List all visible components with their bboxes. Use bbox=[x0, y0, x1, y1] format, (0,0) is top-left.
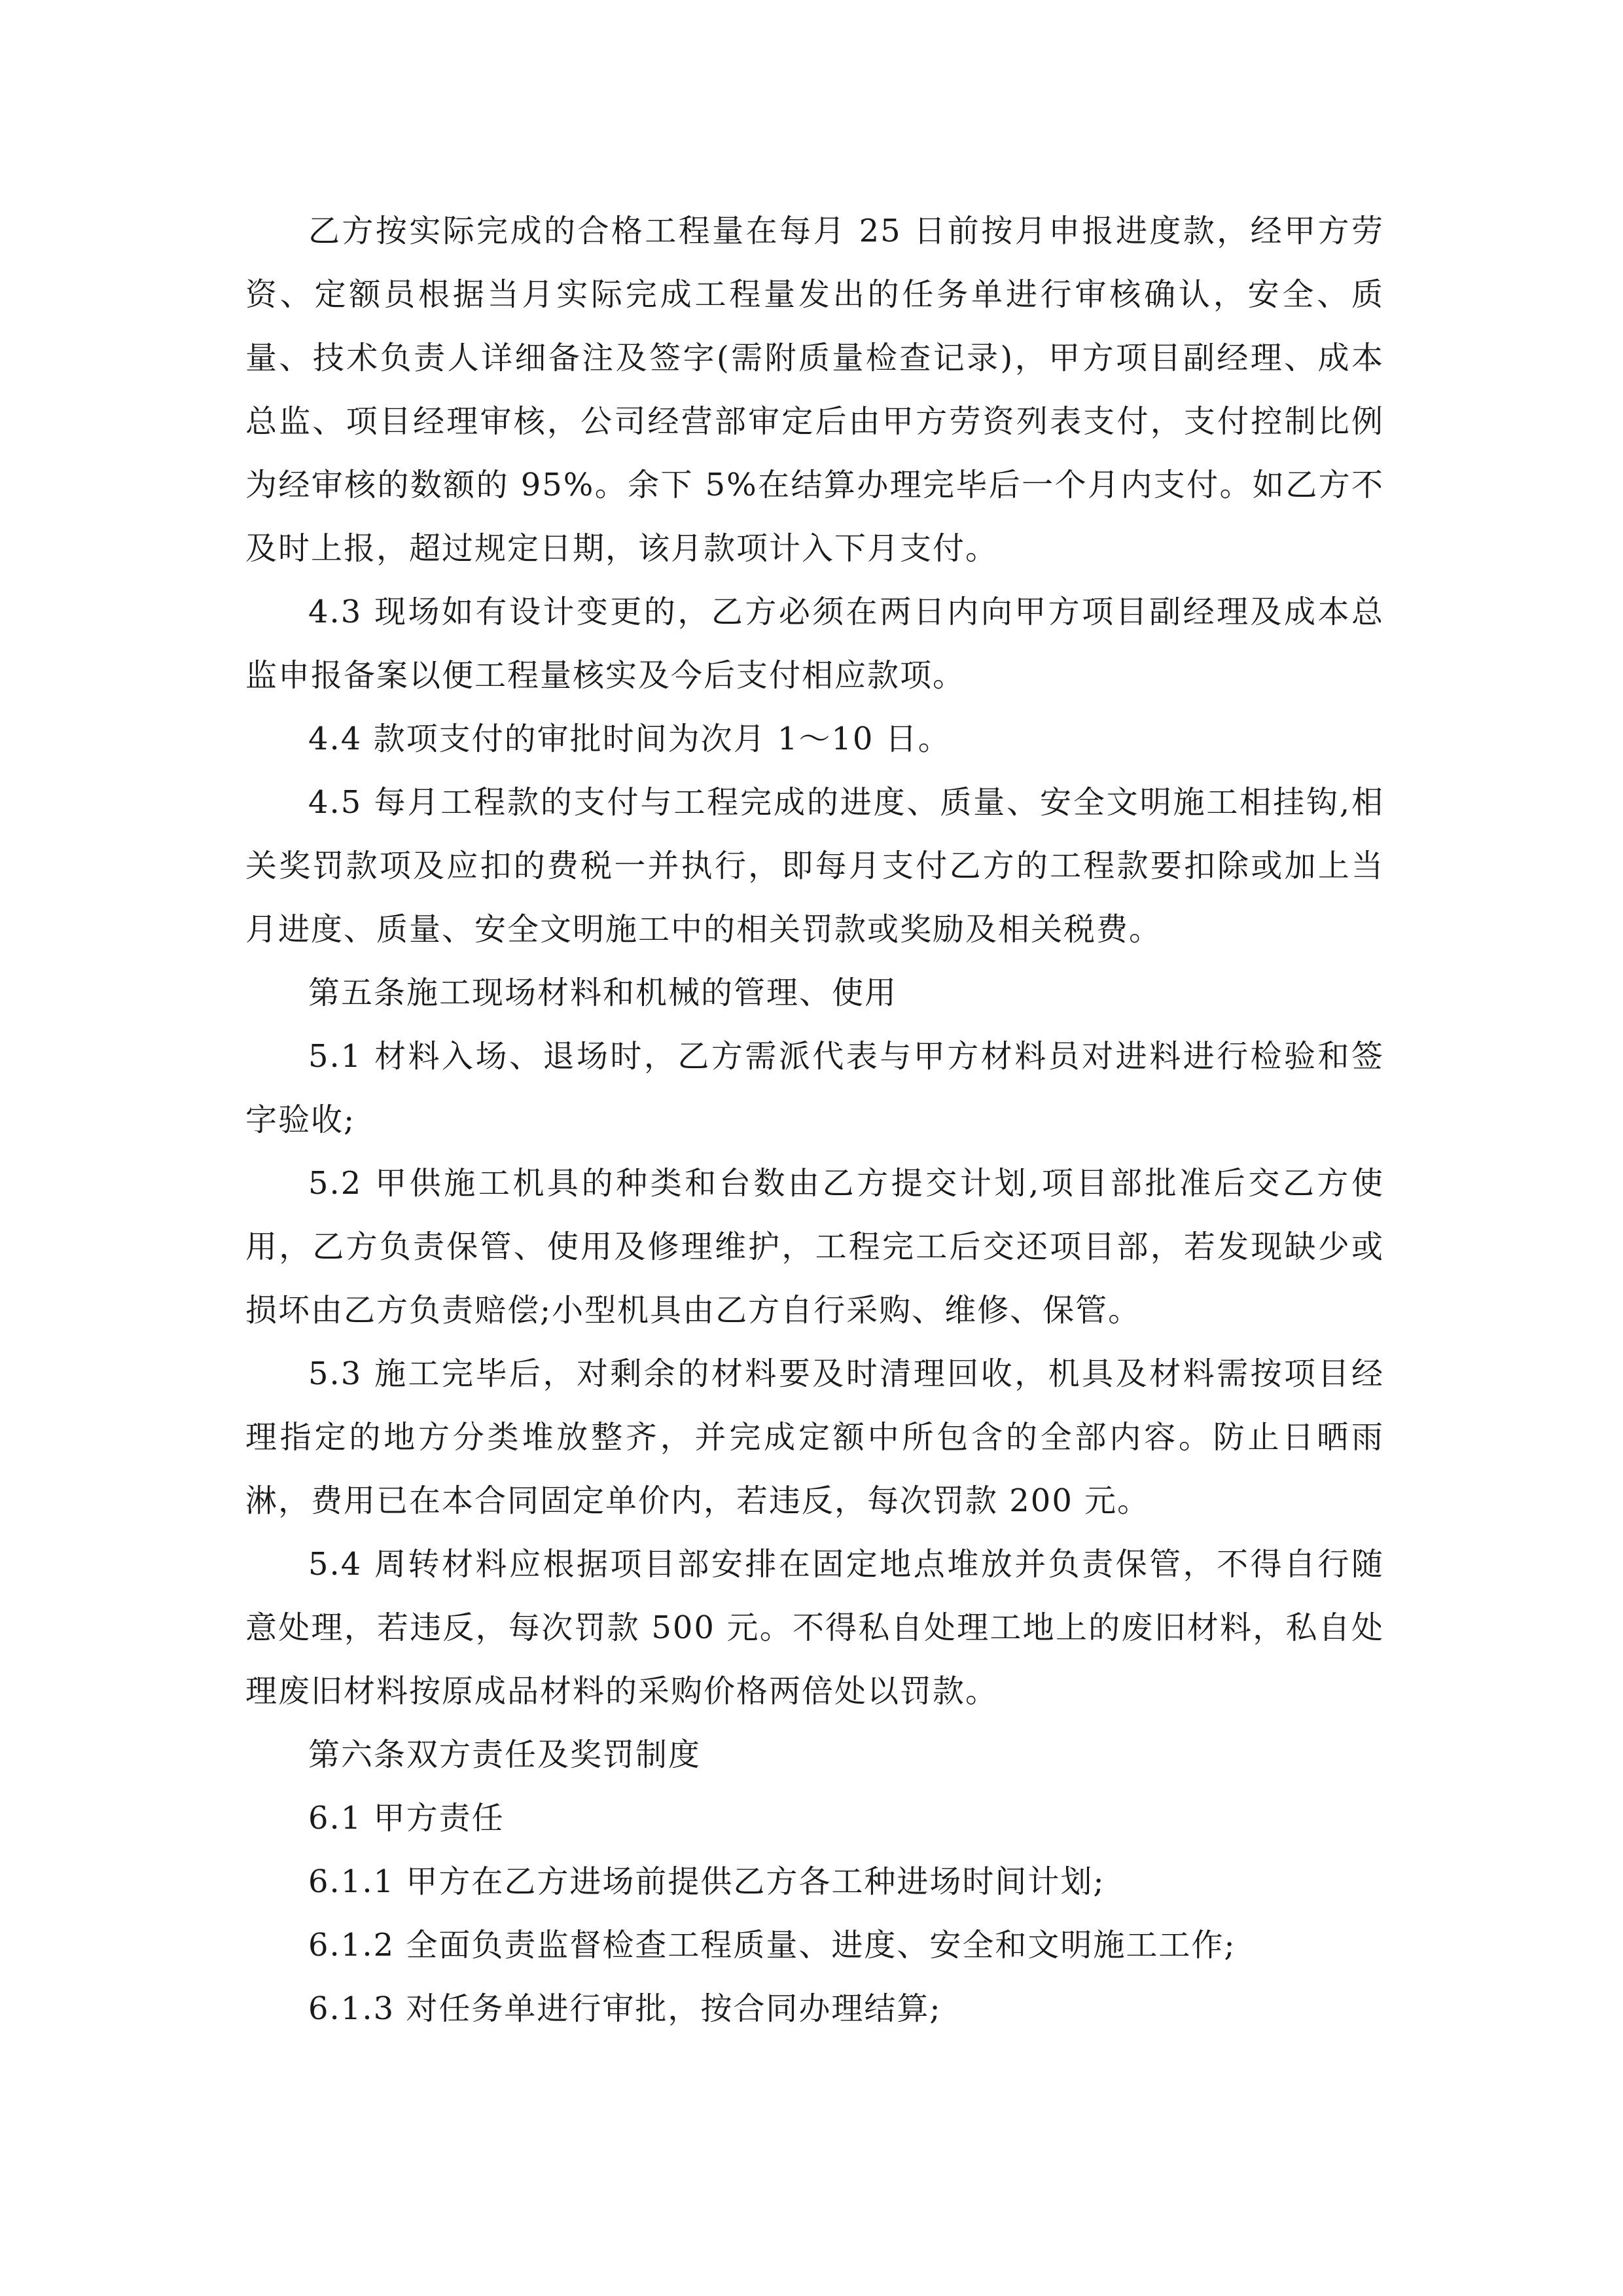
heading-article-5: 第五条施工现场材料和机械的管理、使用 bbox=[308, 975, 898, 1011]
paragraph-5-2: 5.2 甲供施工机具的种类和台数由乙方提交计划,项目部批准后交乙方使用，乙方负责保管、使用及修理维护，工程完工后交还项目部，若发现缺少或损坏由乙方负责赔偿;小型机具由乙方自行采购、维修、保管。 bbox=[245, 1165, 1384, 1329]
document-body bbox=[245, 200, 1384, 2041]
heading-6-1: 6.1 甲方责任 bbox=[308, 1800, 505, 1837]
paragraph-6-1-1: 6.1.1 甲方在乙方进场前提供乙方各工种进场时间计划; bbox=[308, 1863, 1105, 1900]
paragraph-5-1: 5.1 材料入场、退场时，乙方需派代表与甲方材料员对进料进行检验和签字验收; bbox=[245, 1038, 1384, 1138]
paragraph-4-5: 4.5 每月工程款的支付与工程完成的进度、质量、安全文明施工相挂钩,相关奖罚款项及应扣的费税一并执行，即每月支付乙方的工程款要扣除或加上当月进度、质量、安全文明施工中的相关罚款或奖励及相关税费。 bbox=[245, 784, 1384, 948]
paragraph-6-1-3: 6.1.3 对任务单进行审批，按合同办理结算; bbox=[308, 1990, 942, 2027]
heading-article-6: 第六条双方责任及奖罚制度 bbox=[308, 1736, 702, 1773]
paragraph-4-3: 4.3 现场如有设计变更的，乙方必须在两日内向甲方项目副经理及成本总监申报备案以便工程量核实及今后支付相应款项。 bbox=[245, 594, 1384, 694]
paragraph-progress-payment: 乙方按实际完成的合格工程量在每月 25 日前按月申报进度款，经甲方劳资、定额员根据当月实际完成工程量发出的任务单进行审核确认，安全、质量、技术负责人详细备注及签字(需附质量检查记录)，甲方项目副经理、成本总监、项目经理审核，公司经营部审定后由甲方劳资列表支付，支付控制比例为经审核的数额的 95%。余下 5%在结算办理完毕后一个月内支付。如乙方不及时上报，超过规定日期，该月款项计入下月支付。 bbox=[245, 213, 1384, 567]
paragraph-5-3: 5.3 施工完毕后，对剩余的材料要及时清理回收，机具及材料需按项目经理指定的地方分类堆放整齐，并完成定额中所包含的全部内容。防止日晒雨淋，费用已在本合同固定单价内，若违反，每次罚款 200 元。 bbox=[245, 1355, 1384, 1519]
paragraph-6-1-2: 6.1.2 全面负责监督检查工程质量、进度、安全和文明施工工作; bbox=[308, 1927, 1236, 1964]
paragraph-5-4: 5.4 周转材料应根据项目部安排在固定地点堆放并负责保管，不得自行随意处理，若违反，每次罚款 500 元。不得私自处理工地上的废旧材料，私自处理废旧材料按原成品材料的采购价格两倍处以罚款。 bbox=[245, 1546, 1384, 1710]
paragraph-4-4: 4.4 款项支付的审批时间为次月 1～10 日。 bbox=[308, 721, 951, 757]
